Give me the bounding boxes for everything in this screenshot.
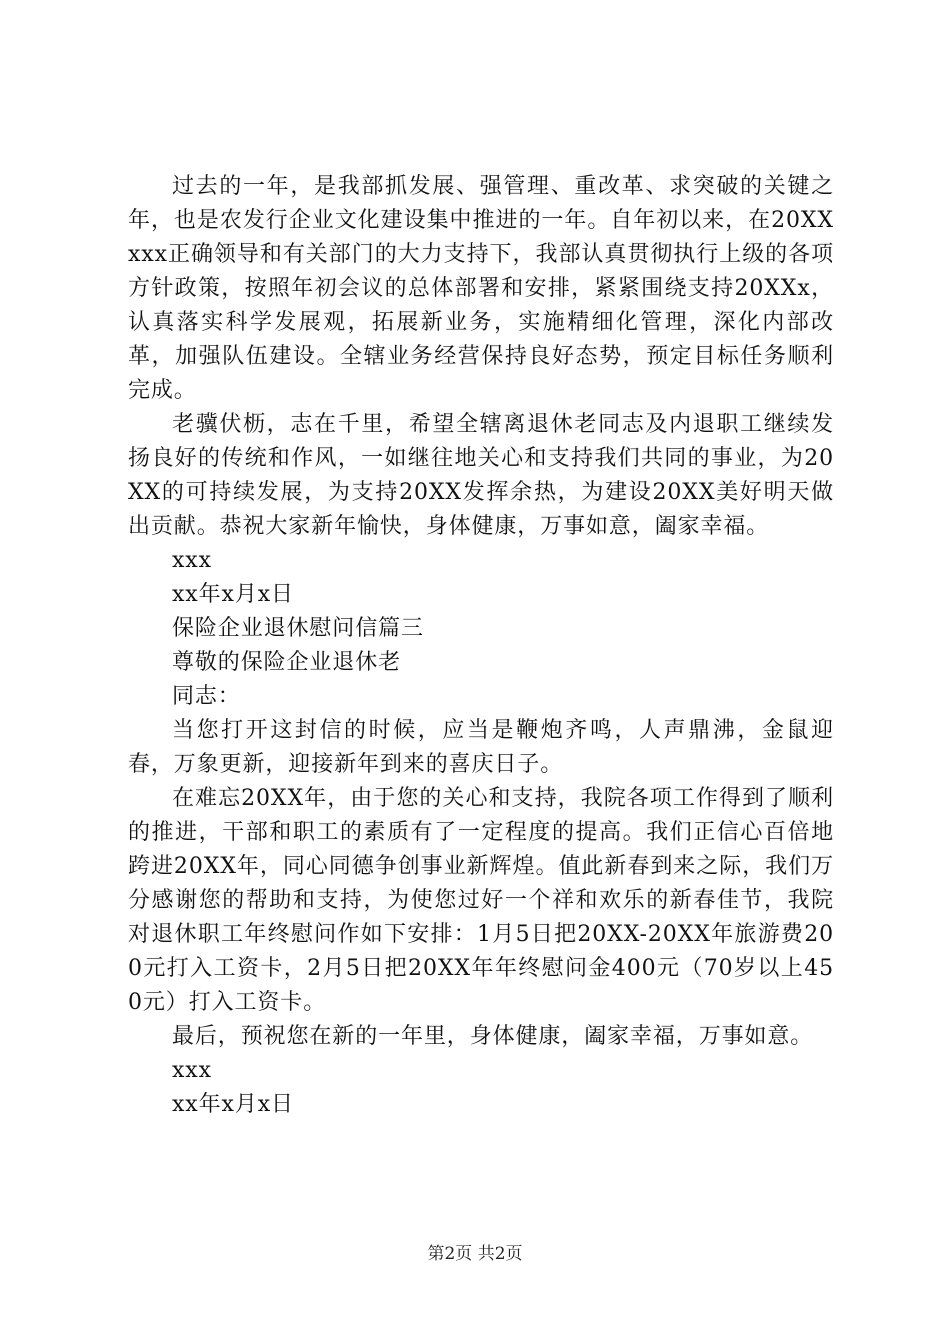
salutation-continued: 同志： (172, 684, 241, 709)
body-paragraph: 当您打开这封信的时候，应当是鞭炮齐鸣，人声鼎沸，金鼠迎春，万象更新，迎接新年到来的喜庆日子。 (128, 718, 834, 777)
signature: xxx (172, 548, 212, 573)
body-paragraph: 最后，预祝您在新的一年里，身体健康，阖家幸福，万事如意。 (172, 1024, 814, 1049)
signature: xxx (172, 1058, 212, 1083)
document-body (128, 170, 834, 1122)
salutation: 尊敬的保险企业退休老 (172, 650, 402, 675)
body-paragraph: 在难忘20XX年，由于您的关心和支持，我院各项工作得到了顺利的推进，干部和职工的素质有了一定程度的提高。我们正信心百倍地跨进20XX年，同心同德争创事业新辉煌。值此新春到来之际，我们万分感谢您的帮助和支持，为使您过好一个祥和欢乐的新春佳节，我院对退休职工年终慰问作如下安排：1月5日把20XX-20XX年旅游费200元打入工资卡，2月5日把20XX年年终慰问金400元（70岁以上450元）打入工资卡。 (128, 786, 834, 1015)
body-paragraph: 老骥伏枥，志在千里，希望全辖离退休老同志及内退职工继续发扬良好的传统和作风，一如继往地关心和支持我们共同的事业，为20XX的可持续发展，为支持20XX发挥余热，为建设20XX美好明天做出贡献。恭祝大家新年愉快，身体健康，万事如意，阖家幸福。 (128, 412, 834, 539)
body-paragraph: 过去的一年，是我部抓发展、强管理、重改革、求突破的关键之年，也是农发行企业文化建设集中推进的一年。自年初以来，在20XXxxx正确领导和有关部门的大力支持下，我部认真贯彻执行上级的各项方针政策，按照年初会议的总体部署和安排，紧紧围绕支持20XXx，认真落实科学发展观，拓展新业务，实施精细化管理，深化内部改革，加强队伍建设。全辖业务经营保持良好态势，预定目标任务顺利完成。 (128, 174, 834, 403)
date-line: xx年x月x日 (172, 582, 294, 607)
page-number-footer: 第2页 共2页 (427, 1244, 523, 1264)
section-title: 保险企业退休慰问信篇三 (172, 616, 424, 641)
date-line: xx年x月x日 (172, 1092, 294, 1117)
